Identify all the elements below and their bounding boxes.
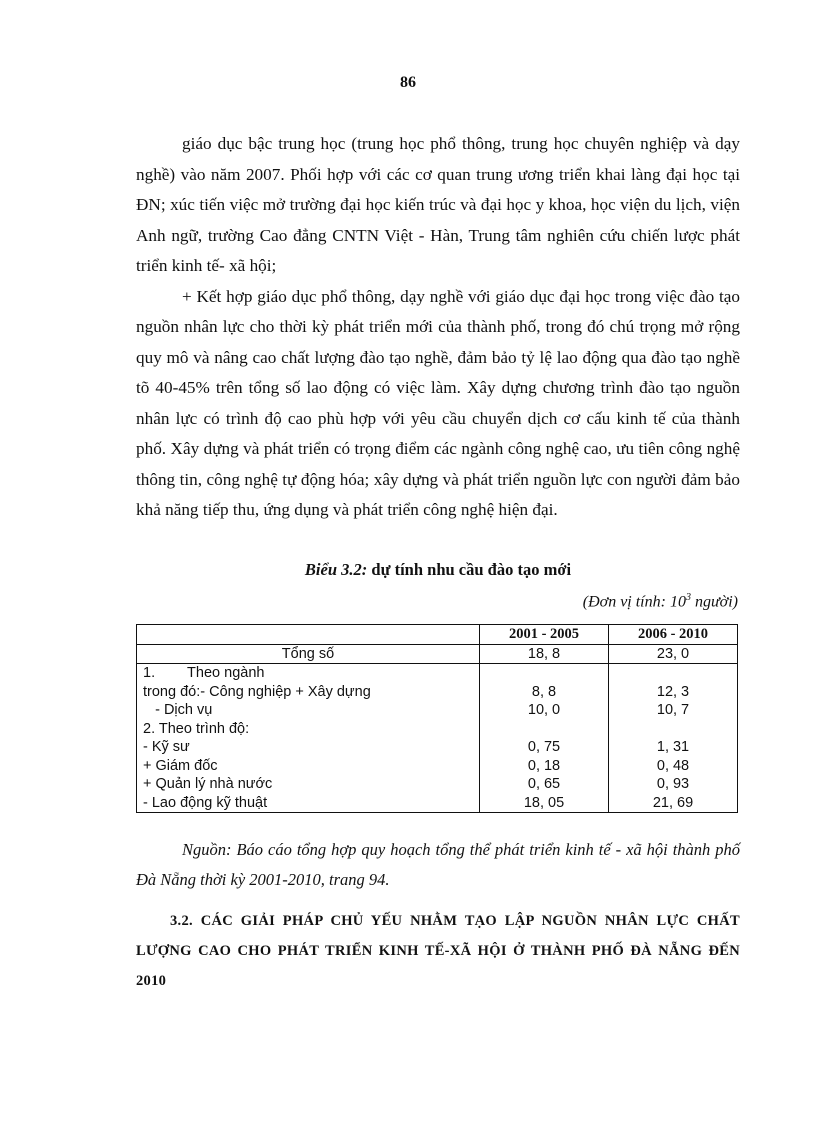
total-value-2: 23, 0 bbox=[609, 644, 738, 664]
body-text bbox=[136, 129, 740, 526]
value-2006-2010: 1, 31 bbox=[656, 739, 690, 755]
table-header-row bbox=[137, 625, 738, 645]
table-caption bbox=[136, 560, 740, 580]
value-2001-2005: 0, 65 bbox=[527, 776, 561, 792]
training-demand-table bbox=[136, 624, 738, 813]
caption-lead: Biểu 3.2: bbox=[304, 560, 368, 579]
values-2006-2010-cell bbox=[609, 664, 738, 813]
unit-note bbox=[583, 592, 738, 611]
row-label-engineer: - Kỹ sư bbox=[143, 739, 190, 755]
header-cell-label bbox=[137, 625, 480, 645]
unit-suffix: người) bbox=[690, 593, 738, 611]
paragraph-1: giáo dục bậc trung học (trung học phổ thông, trung học chuyên nghiệp và dạy nghề) vào năm 2007. Phối hợp với các cơ quan trung ương triển khai làng đại học tại ĐN; xúc tiến việc mở trường đại học kiến trúc và đại học y khoa, học viện du lịch, viện Anh ngữ, trường Cao đẳng CNTN Việt - Hàn, Trung tâm nghiên cứu chiến lược phát triển kinh tế- xã hội; bbox=[136, 134, 740, 275]
value-2001-2005 bbox=[486, 664, 602, 683]
value-2006-2010 bbox=[615, 664, 731, 683]
total-label-cell bbox=[137, 644, 480, 664]
value-2001-2005: 0, 75 bbox=[527, 739, 561, 755]
unit-prefix: (Đơn vị tính: 10 bbox=[582, 593, 686, 611]
values-2001-2005-cell bbox=[480, 664, 609, 813]
page-number: 86 bbox=[400, 74, 416, 91]
row-label-by-level: 2. Theo trình độ: bbox=[143, 720, 250, 737]
value-2001-2005: 18, 05 bbox=[523, 794, 565, 811]
value-2001-2005 bbox=[486, 720, 602, 739]
value-2006-2010: 0, 48 bbox=[656, 757, 690, 774]
value-2001-2005: 0, 18 bbox=[527, 757, 561, 774]
unit-exponent: 3 bbox=[685, 592, 691, 603]
row-label-industry-construction: trong đó:- Công nghiệp + Xây dựng bbox=[143, 683, 371, 700]
caption-text: dự tính nhu cầu đào tạo mới bbox=[367, 560, 572, 579]
table-source-note: Nguồn: Báo cáo tổng hợp quy hoạch tổng thể phát triển kinh tế - xã hội thành phố Đà Nẵng thời kỳ 2001-2010, trang 94. bbox=[136, 840, 740, 889]
total-value-1: 18, 8 bbox=[480, 644, 609, 664]
total-label: Tổng số bbox=[281, 645, 335, 662]
value-2006-2010: 10, 7 bbox=[656, 702, 690, 718]
row-label-technical-labor: - Lao động kỹ thuật bbox=[143, 794, 268, 811]
table-total-row bbox=[137, 644, 738, 664]
paragraph-2: + Kết hợp giáo dục phổ thông, dạy nghề với giáo dục đại học trong việc đào tạo nguồn nhân lực cho thời kỳ phát triển mới của thành phố, trong đó chú trọng mở rộng quy mô và nâng cao chất lượng đào tạo nghề, đảm bảo tỷ lệ lao động qua đào tạo nghề tõ 40-45% trên tổng số lao động có việc làm. Xây dựng chương trình đào tạo nguồn nhân lực có trình độ cao phù hợp với yêu cầu chuyển dịch cơ cấu kinh tế của thành phố. Xây dựng và phát triển có trọng điểm các ngành công nghệ cao, ưu tiên công nghệ thông tin, công nghệ tự động hóa; xây dựng và phát triển nguồn lực con người đảm bảo khả năng tiếp thu, ứng dụng và phát triển công nghệ hiện đại. bbox=[136, 286, 740, 519]
row-label-by-sector: 1. Theo ngành bbox=[143, 665, 265, 681]
header-cell-2001-2005: 2001 - 2005 bbox=[480, 625, 609, 645]
value-2006-2010 bbox=[615, 720, 731, 739]
table-body-row bbox=[137, 664, 738, 813]
row-label-services: - Dịch vụ bbox=[143, 702, 213, 718]
row-label-state-management: + Quản lý nhà nước bbox=[143, 776, 273, 792]
value-2006-2010: 21, 69 bbox=[652, 794, 694, 811]
row-label-director: + Giám đốc bbox=[143, 757, 218, 774]
value-2001-2005: 8, 8 bbox=[531, 683, 557, 700]
value-2001-2005: 10, 0 bbox=[527, 702, 561, 718]
value-2006-2010: 12, 3 bbox=[656, 683, 690, 700]
row-labels-cell bbox=[137, 664, 480, 813]
section-heading: 3.2. CÁC GIẢI PHÁP CHỦ YẾU NHẰM TẠO LẬP NGUỒN NHÂN LỰC CHẤT LƯỢNG CAO CHO PHÁT TRIỂN KINH TẾ-XÃ HỘI Ở THÀNH PHỐ ĐÀ NẴNG ĐẾN 2010 bbox=[136, 913, 740, 989]
header-cell-2006-2010: 2006 - 2010 bbox=[609, 625, 738, 645]
value-2006-2010: 0, 93 bbox=[656, 776, 690, 792]
